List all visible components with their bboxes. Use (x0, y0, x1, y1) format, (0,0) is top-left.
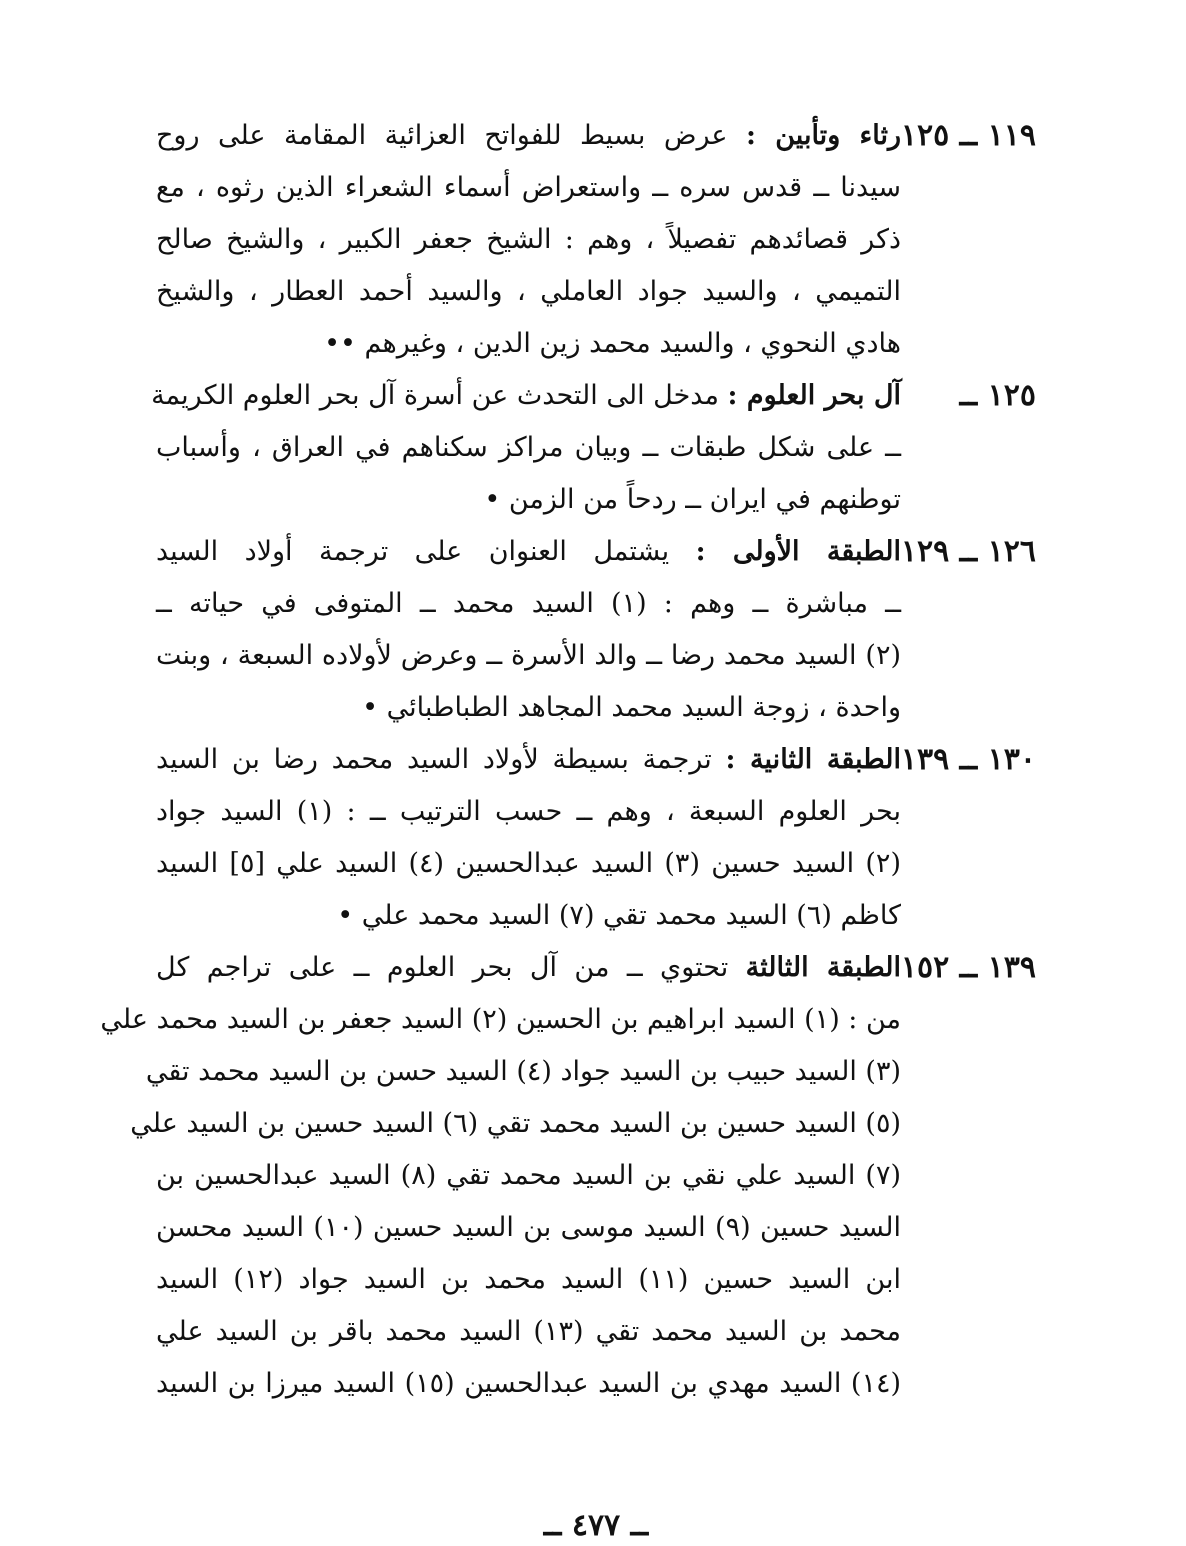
entry-line: من : (١) السيد ابراهيم بن الحسين (٢) السيد جعفر بن السيد محمد علي (100, 1004, 901, 1035)
entry-line (156, 110, 901, 162)
entry-line: (٧) السيد علي نقي بن السيد محمد تقي (٨) السيد عبدالحسين بن (156, 1160, 901, 1191)
entry-line: (٣) السيد حبيب بن السيد جواد (٤) السيد حسن بن السيد محمد تقي (145, 1056, 901, 1087)
entry-line-text: ترجمة بسيطة لأولاد السيد محمد رضا بن السيد (156, 744, 712, 775)
entry-line: التميمي ، والسيد جواد العاملي ، والسيد أحمد العطار ، والشيخ (156, 276, 901, 307)
entry-line: ذكر قصائدهم تفصيلاً ، وهم : الشيخ جعفر الكبير ، والشيخ صالح (156, 224, 901, 255)
entry-body (151, 370, 901, 526)
entry-line: (٥) السيد حسين بن السيد محمد تقي (٦) السيد حسين بن السيد علي (130, 1108, 901, 1139)
entry-130 (156, 734, 1036, 942)
entry-line: توطنهم في ايران ــ ردحاً من الزمن • (484, 484, 901, 515)
entry-line-text: عرض بسيط للفواتح العزائية المقامة على روح (156, 120, 728, 151)
entry-line (156, 526, 901, 578)
entry-body (156, 734, 901, 942)
entry-line: هادي النحوي ، والسيد محمد زين الدين ، وغيرهم •• (324, 328, 901, 359)
entry-line (151, 370, 901, 422)
entry-body (100, 942, 902, 1410)
entry-number: ١٣٠ ــ ١٣٩ (900, 742, 1036, 777)
entry-title: الطبقة الثانية : (725, 744, 902, 775)
entry-line: كاظم (٦) السيد محمد تقي (٧) السيد محمد علي • (337, 900, 901, 931)
entry-body (156, 526, 901, 734)
entry-line: ابن السيد حسين (١١) السيد محمد بن السيد جواد (١٢) السيد (156, 1264, 901, 1295)
entry-line-text: يشتمل العنوان على ترجمة أولاد السيد (156, 536, 670, 567)
page (100, 110, 1036, 1543)
entry-line: محمد بن السيد محمد تقي (١٣) السيد محمد باقر بن السيد علي (156, 1316, 902, 1347)
entry-title: آل بحر العلوم : (727, 380, 901, 411)
entry-125 (151, 370, 1036, 526)
entry-line (156, 734, 901, 786)
entry-title: الطبقة الأولى : (695, 536, 902, 567)
entry-line: (٢) السيد حسين (٣) السيد عبدالحسين (٤) السيد علي [٥] السيد (156, 848, 901, 879)
entry-139 (100, 942, 1036, 1410)
entry-number: ١٢٦ ــ ١٢٩ (900, 534, 1036, 569)
entry-number: ١١٩ ــ ١٢٥ (900, 118, 1036, 153)
entry-line: السيد حسين (٩) السيد موسى بن السيد حسين (١٠) السيد محسن (156, 1212, 901, 1243)
entry-line: بحر العلوم السبعة ، وهم ــ حسب الترتيب ــ : (١) السيد جواد (156, 796, 901, 827)
entry-line-text: مدخل الى التحدث عن أسرة آل بحر العلوم الكريمة (151, 380, 719, 411)
entry-line-text: تحتوي ــ من آل بحر العلوم ــ على تراجم كل (156, 952, 729, 983)
entry-126 (156, 526, 1036, 734)
entry-line: سيدنا ــ قدس سره ــ واستعراض أسماء الشعراء الذين رثوه ، مع (156, 172, 901, 203)
entry-body (156, 110, 901, 370)
entry-line: ــ على شكل طبقات ــ وبيان مراكز سكناهم في العراق ، وأسباب (156, 432, 901, 463)
entry-119 (156, 110, 1036, 370)
page-number: ــ ٤٧٧ ــ (543, 1508, 649, 1543)
entry-line: (٢) السيد محمد رضا ــ والد الأسرة ــ وعرض لأولاده السبعة ، وبنت (156, 640, 901, 671)
entry-line (156, 942, 901, 994)
entry-number: ١٣٩ ــ ١٥٢ (900, 950, 1036, 985)
entry-number: ١٢٥ ــ (959, 378, 1036, 413)
entry-title: الطبقة الثالثة (745, 952, 901, 983)
entry-line: واحدة ، زوجة السيد محمد المجاهد الطباطبائي • (362, 692, 901, 723)
entry-line: ــ مباشرة ــ وهم : (١) السيد محمد ــ المتوفى في حياته ــ (156, 588, 901, 619)
entry-title: رثاء وتأبين : (746, 120, 901, 151)
entry-line: (١٤) السيد مهدي بن السيد عبدالحسين (١٥) السيد ميرزا بن السيد (156, 1368, 901, 1399)
